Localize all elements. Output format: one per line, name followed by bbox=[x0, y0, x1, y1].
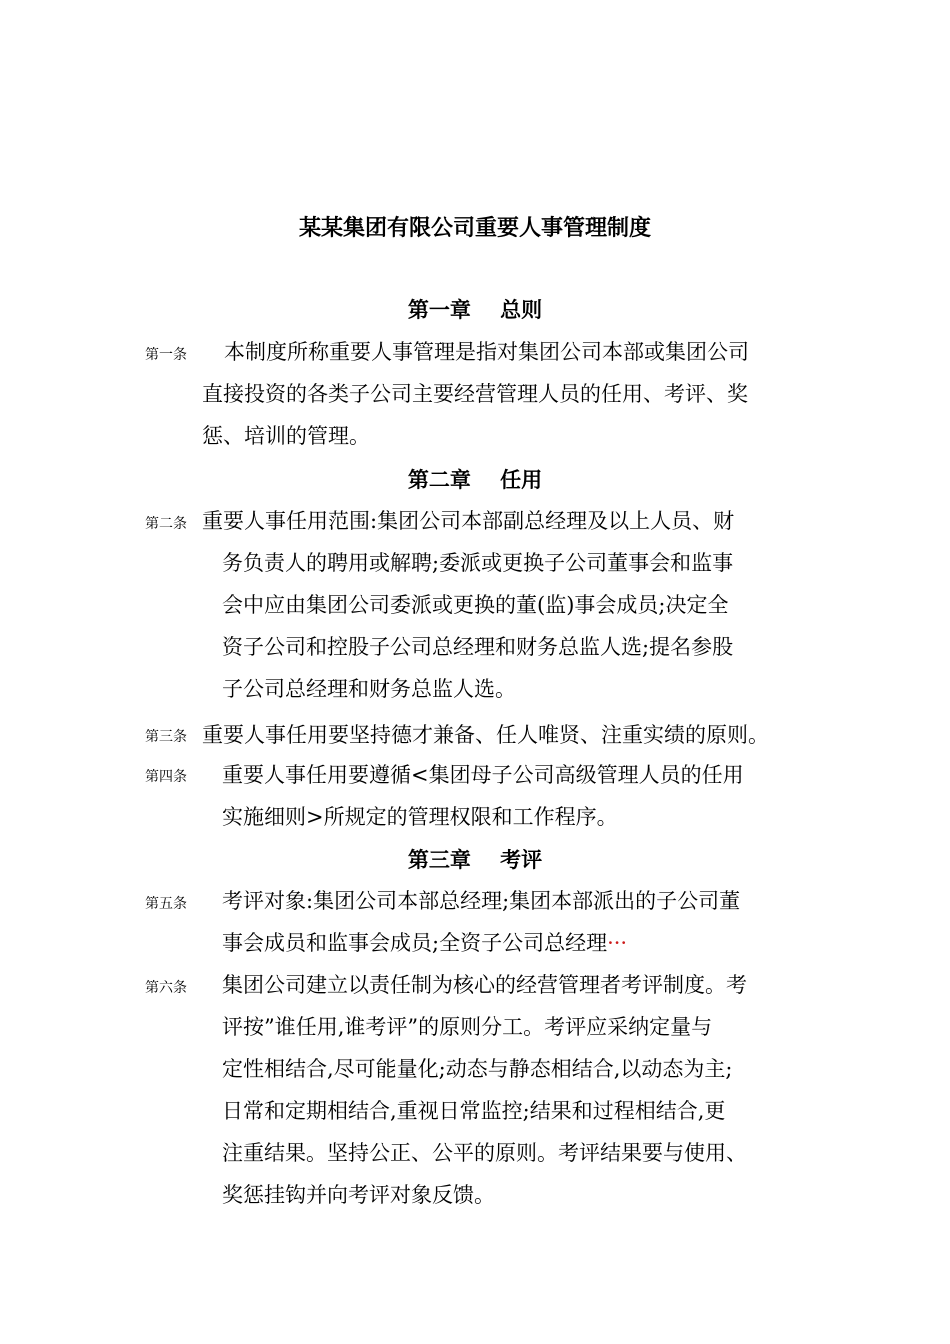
article-line: 日常和定期相结合,重视日常监控;结果和过程相结合,更 bbox=[222, 1099, 726, 1123]
article-line: 定性相结合,尽可能量化;动态与静态相结合,以动态为主; bbox=[222, 1057, 733, 1081]
article-body bbox=[202, 331, 749, 457]
article-line: 子公司总经理和财务总监人选。 bbox=[222, 677, 516, 701]
article-body bbox=[202, 500, 734, 710]
article-line: 注重结果。坚持公正、公平的原则。考评结果要与使用、 bbox=[222, 1141, 747, 1165]
article-body bbox=[222, 880, 740, 964]
article-line: 重要人事任用要遵循<集团母子公司高级管理人员的任用 bbox=[222, 763, 744, 787]
chapter-heading-general: 第一章 总则 bbox=[407, 298, 543, 322]
article-label: 第一条 bbox=[145, 347, 187, 363]
chapter-heading-appointment: 第二章 任用 bbox=[407, 468, 543, 492]
article-line bbox=[222, 922, 740, 964]
article-body bbox=[202, 714, 769, 756]
chapter-heading-evaluation: 第三章 考评 bbox=[407, 848, 543, 872]
article-line: 惩、培训的管理。 bbox=[202, 424, 370, 448]
article-line: 奖惩挂钩并向考评对象反馈。 bbox=[222, 1183, 495, 1207]
article-label: 第三条 bbox=[145, 729, 187, 745]
article-line: 资子公司和控股子公司总经理和财务总监人选;提名参股 bbox=[222, 635, 734, 659]
article-line: 务负责人的聘用或解聘;委派或更换子公司董事会和监事 bbox=[222, 551, 734, 575]
document-title: 某某集团有限公司重要人事管理制度 bbox=[298, 216, 651, 241]
article-line: 评按”谁任用,谁考评”的原则分工。考评应采纳定量与 bbox=[222, 1015, 713, 1039]
article-body bbox=[222, 754, 744, 838]
article-line: 集团公司建立以责任制为核心的经营管理者考评制度。考 bbox=[222, 973, 747, 997]
article-label: 第五条 bbox=[145, 896, 187, 912]
article-line-text: 事会成员和监事会成员;全资子公司总经理 bbox=[222, 931, 608, 955]
article-line: 本制度所称重要人事管理是指对集团公司本部或集团公司 bbox=[224, 340, 749, 364]
article-line: 会中应由集团公司委派或更换的董(监)事会成员;决定全 bbox=[222, 593, 729, 617]
article-line: 重要人事任用范围:集团公司本部副总经理及以上人员、财 bbox=[202, 509, 735, 533]
ellipsis-mark: ··· bbox=[607, 931, 628, 955]
article-line: 重要人事任用要坚持德才兼备、任人唯贤、注重实绩的原则。 bbox=[202, 723, 769, 747]
article-line: 考评对象:集团公司本部总经理;集团本部派出的子公司董 bbox=[222, 889, 741, 913]
article-line: 实施细则>所规定的管理权限和工作程序。 bbox=[222, 805, 618, 829]
article-body bbox=[222, 964, 747, 1216]
article-line: 直接投资的各类子公司主要经营管理人员的任用、考评、奖 bbox=[202, 382, 748, 406]
article-label: 第四条 bbox=[145, 769, 187, 785]
article-label: 第六条 bbox=[145, 980, 187, 996]
article-label: 第二条 bbox=[145, 516, 187, 532]
